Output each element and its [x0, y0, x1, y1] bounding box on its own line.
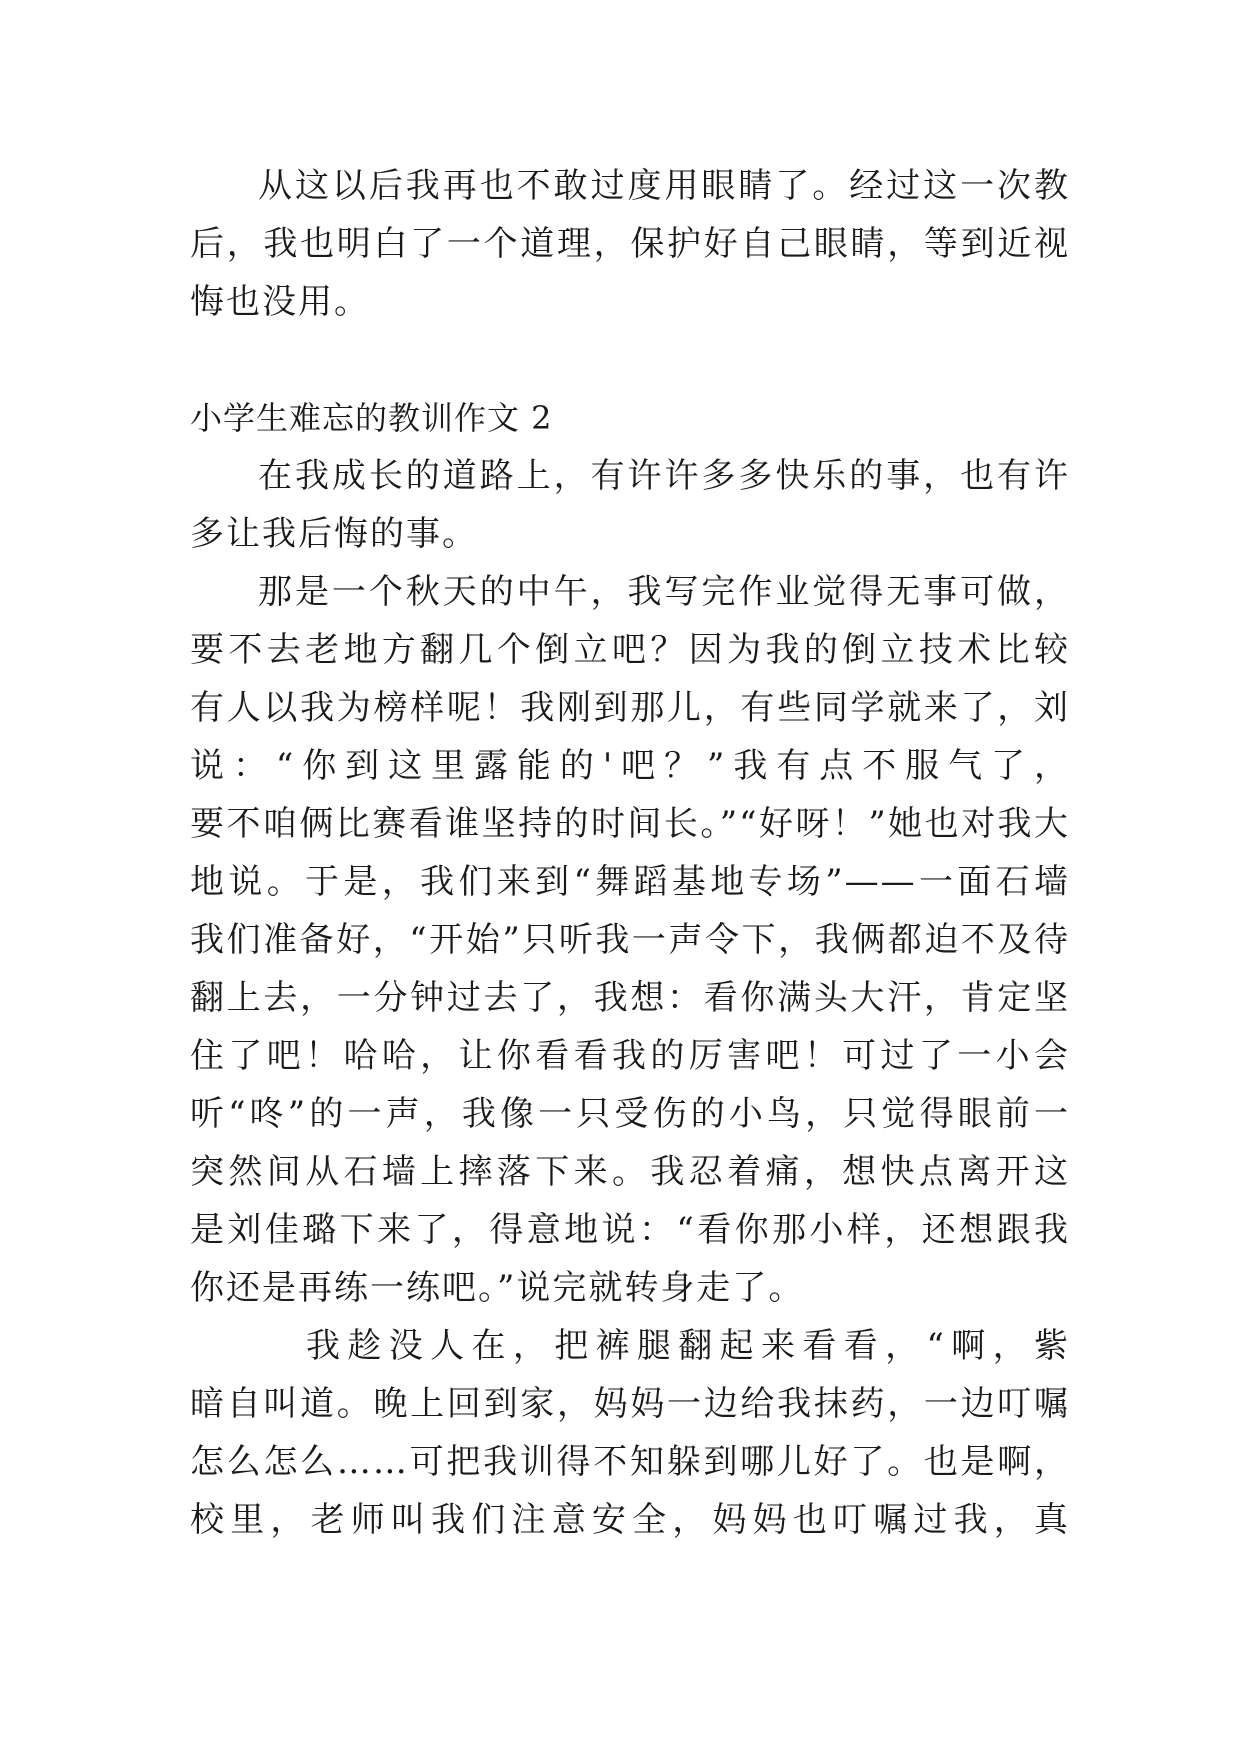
- paragraph-4-line-4: 校里，老师叫我们注意安全，妈妈也叮嘱过我，真: [190, 1500, 1070, 1540]
- paragraph-3-line-4: 说：“你到这里露能的'吧？”我有点不服气了，: [190, 746, 1070, 786]
- paragraph-3-line-13: 你还是再练一练吧。”说完就转身走了。: [190, 1268, 805, 1308]
- paragraph-3-line-7: 我们准备好，“开始”只听我一声令下，我俩都迫不及待: [190, 920, 1070, 960]
- paragraph-3-line-1: 那是一个秋天的中午，我写完作业觉得无事可做，: [258, 572, 1070, 612]
- paragraph-3-line-5: 要不咱俩比赛看谁坚持的时间长。”“好呀！”她也对我大: [190, 804, 1070, 844]
- paragraph-3-line-12: 是刘佳璐下来了，得意地说：“看你那小样，还想跟我: [190, 1210, 1070, 1250]
- paragraph-3-line-10: 听“咚”的一声，我像一只受伤的小鸟，只觉得眼前一: [190, 1094, 1070, 1134]
- section-heading: 小学生难忘的教训作文 2: [190, 399, 553, 437]
- paragraph-3-line-3: 有人以我为榜样呢！我刚到那儿，有些同学就来了，刘: [190, 688, 1070, 728]
- paragraph-1-line-1: 从这以后我再也不敢过度用眼睛了。经过这一次教: [258, 166, 1070, 206]
- paragraph-1-line-2: 后，我也明白了一个道理，保护好自己眼睛，等到近视: [190, 224, 1070, 264]
- paragraph-4-line-3: 怎么怎么……可把我训得不知躲到哪儿好了。也是啊，: [190, 1442, 1070, 1482]
- paragraph-2-line-1: 在我成长的道路上，有许许多多快乐的事，也有许: [258, 456, 1070, 496]
- paragraph-2-line-2: 多让我后悔的事。: [190, 514, 478, 554]
- paragraph-3-line-2: 要不去老地方翻几个倒立吧？因为我的倒立技术比较: [190, 630, 1070, 670]
- paragraph-3-line-11: 突然间从石墙上摔落下来。我忍着痛，想快点离开这: [190, 1152, 1070, 1192]
- paragraph-4-line-1: 我趁没人在，把裤腿翻起来看看，“啊，紫: [306, 1326, 1070, 1366]
- paragraph-4-line-2: 暗自叫道。晚上回到家，妈妈一边给我抹药，一边叮嘱: [190, 1384, 1070, 1424]
- paragraph-3-line-9: 住了吧！哈哈，让你看看我的厉害吧！可过了一小会: [190, 1036, 1070, 1076]
- paragraph-3-line-8: 翻上去，一分钟过去了，我想：看你满头大汗，肯定坚: [190, 978, 1070, 1018]
- paragraph-3-line-6: 地说。于是，我们来到“舞蹈基地专场”——一面石墙: [190, 862, 1070, 902]
- paragraph-1-line-3: 悔也没用。: [190, 282, 370, 322]
